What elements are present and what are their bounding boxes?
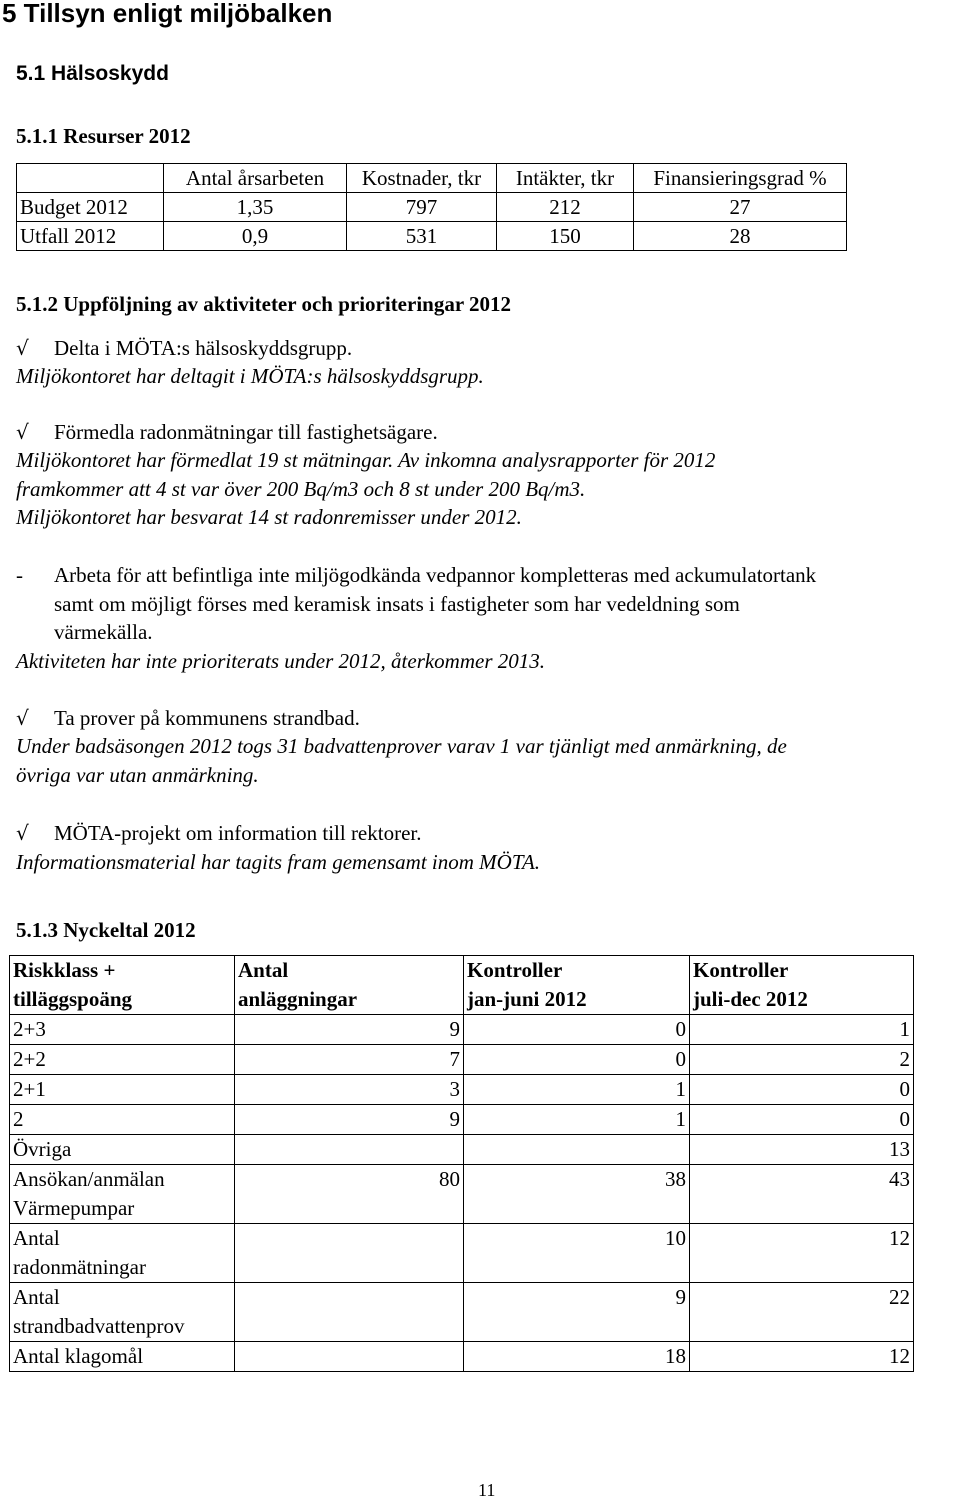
table-cell: Antal strandbadvattenprov (10, 1283, 235, 1342)
table-cell: 12 (690, 1224, 914, 1283)
heading-uppfoljning: 5.1.2 Uppföljning av aktiviteter och prioriteringar 2012 (16, 292, 512, 316)
table-row (10, 1165, 914, 1224)
item-text-line: Under badsäsongen 2012 togs 31 badvattenprover varav 1 var tjänligt med anmärkning, de (16, 734, 787, 758)
heading-nyckeltal: 5.1.3 Nyckeltal 2012 (16, 918, 196, 942)
table-cell: 9 (235, 1105, 464, 1135)
table-cell: 150 (497, 222, 634, 251)
table-row (10, 1135, 914, 1165)
table-row (17, 193, 847, 222)
item-text: Informationsmaterial har tagits fram gemensamt inom MÖTA. (16, 850, 541, 874)
table-cell: 2+2 (10, 1045, 235, 1075)
item-text: Aktiviteten har inte prioriterats under 2012, återkommer 2013. (16, 649, 546, 673)
table-row (10, 1224, 914, 1283)
table-cell: 797 (347, 193, 497, 222)
table-cell: 3 (235, 1075, 464, 1105)
table-cell (235, 1135, 464, 1165)
table-cell: Antal radonmätningar (10, 1224, 235, 1283)
page-number: 11 (478, 1480, 496, 1500)
table-cell: Övriga (10, 1135, 235, 1165)
table-cell: 12 (690, 1342, 914, 1372)
table-cell: 0,9 (164, 222, 347, 251)
table-row (10, 1015, 914, 1045)
table-cell: 1 (690, 1015, 914, 1045)
table-cell: 38 (464, 1165, 690, 1224)
table-row (10, 1045, 914, 1075)
table-cell: 13 (690, 1135, 914, 1165)
header-cell: Intäkter, tkr (497, 164, 634, 193)
check-icon: √ (16, 706, 29, 730)
check-icon: √ (16, 336, 29, 360)
table-cell: 531 (347, 222, 497, 251)
table-header-row (10, 956, 914, 1015)
item-title: MÖTA-projekt om information till rektorer. (54, 821, 422, 845)
table-cell: 2+3 (10, 1015, 235, 1045)
table-cell: 22 (690, 1283, 914, 1342)
header-cell: Finansieringsgrad % (634, 164, 847, 193)
check-icon: √ (16, 420, 29, 444)
table-row (10, 1283, 914, 1342)
heading-halsoskydd: 5.1 Hälsoskydd (16, 62, 169, 85)
item-text-line: Miljökontoret har besvarat 14 st radonremisser under 2012. (16, 505, 522, 529)
table-row (17, 222, 847, 251)
table-header-row (17, 164, 847, 193)
heading-main: 5 Tillsyn enligt miljöbalken (2, 0, 333, 28)
table-cell: 0 (464, 1045, 690, 1075)
dash-marker: - (16, 563, 23, 587)
header-cell: Antal anläggningar (235, 956, 464, 1015)
table-cell: 212 (497, 193, 634, 222)
table-cell: 1,35 (164, 193, 347, 222)
heading-resurser: 5.1.1 Resurser 2012 (16, 124, 191, 148)
table-cell: 43 (690, 1165, 914, 1224)
table-row (10, 1075, 914, 1105)
check-icon: √ (16, 821, 29, 845)
item-text-line: Arbeta för att befintliga inte miljögodkända vedpannor kompletteras med ackumulatortank (54, 563, 817, 587)
key-figures-table (9, 955, 914, 1372)
table-cell: 2 (690, 1045, 914, 1075)
table-cell: 9 (464, 1283, 690, 1342)
table-cell: Utfall 2012 (17, 222, 164, 251)
table-cell: 9 (235, 1015, 464, 1045)
item-title: Ta prover på kommunens strandbad. (54, 706, 360, 730)
table-cell: 2+1 (10, 1075, 235, 1105)
table-cell: 0 (690, 1105, 914, 1135)
table-row (10, 1105, 914, 1135)
header-cell: Antal årsarbeten (164, 164, 347, 193)
item-text-line: samt om möjligt förses med keramisk insats i fastigheter som har vedeldning som (54, 592, 740, 616)
table-cell (464, 1135, 690, 1165)
header-cell: Kostnader, tkr (347, 164, 497, 193)
item-title: Delta i MÖTA:s hälsoskyddsgrupp. (54, 336, 353, 360)
table-cell: 0 (690, 1075, 914, 1105)
table-cell: 1 (464, 1075, 690, 1105)
item-text-line: värmekälla. (54, 620, 153, 644)
table-cell (235, 1342, 464, 1372)
table-cell: Budget 2012 (17, 193, 164, 222)
header-cell: Kontroller jan-juni 2012 (464, 956, 690, 1015)
table-cell: 10 (464, 1224, 690, 1283)
table-cell: 18 (464, 1342, 690, 1372)
table-cell: 80 (235, 1165, 464, 1224)
table-cell: Antal klagomål (10, 1342, 235, 1372)
header-cell: Kontroller juli-dec 2012 (690, 956, 914, 1015)
item-text: Miljökontoret har deltagit i MÖTA:s hälsoskyddsgrupp. (16, 364, 484, 388)
table-cell: 0 (464, 1015, 690, 1045)
item-title: Förmedla radonmätningar till fastighetsägare. (54, 420, 438, 444)
table-cell (235, 1283, 464, 1342)
table-cell: 1 (464, 1105, 690, 1135)
item-text-line: övriga var utan anmärkning. (16, 763, 259, 787)
table-cell: Ansökan/anmälan Värmepumpar (10, 1165, 235, 1224)
table-cell: 7 (235, 1045, 464, 1075)
table-cell: 28 (634, 222, 847, 251)
table-cell: 2 (10, 1105, 235, 1135)
header-cell (17, 164, 164, 193)
table-row (10, 1342, 914, 1372)
table-cell (235, 1224, 464, 1283)
table-cell: 27 (634, 193, 847, 222)
header-cell: Riskklass + tilläggspoäng (10, 956, 235, 1015)
item-text-line: Miljökontoret har förmedlat 19 st mätningar. Av inkomna analysrapporter för 2012 (16, 448, 716, 472)
resources-table (16, 163, 847, 251)
item-text-line: framkommer att 4 st var över 200 Bq/m3 och 8 st under 200 Bq/m3. (16, 477, 586, 501)
